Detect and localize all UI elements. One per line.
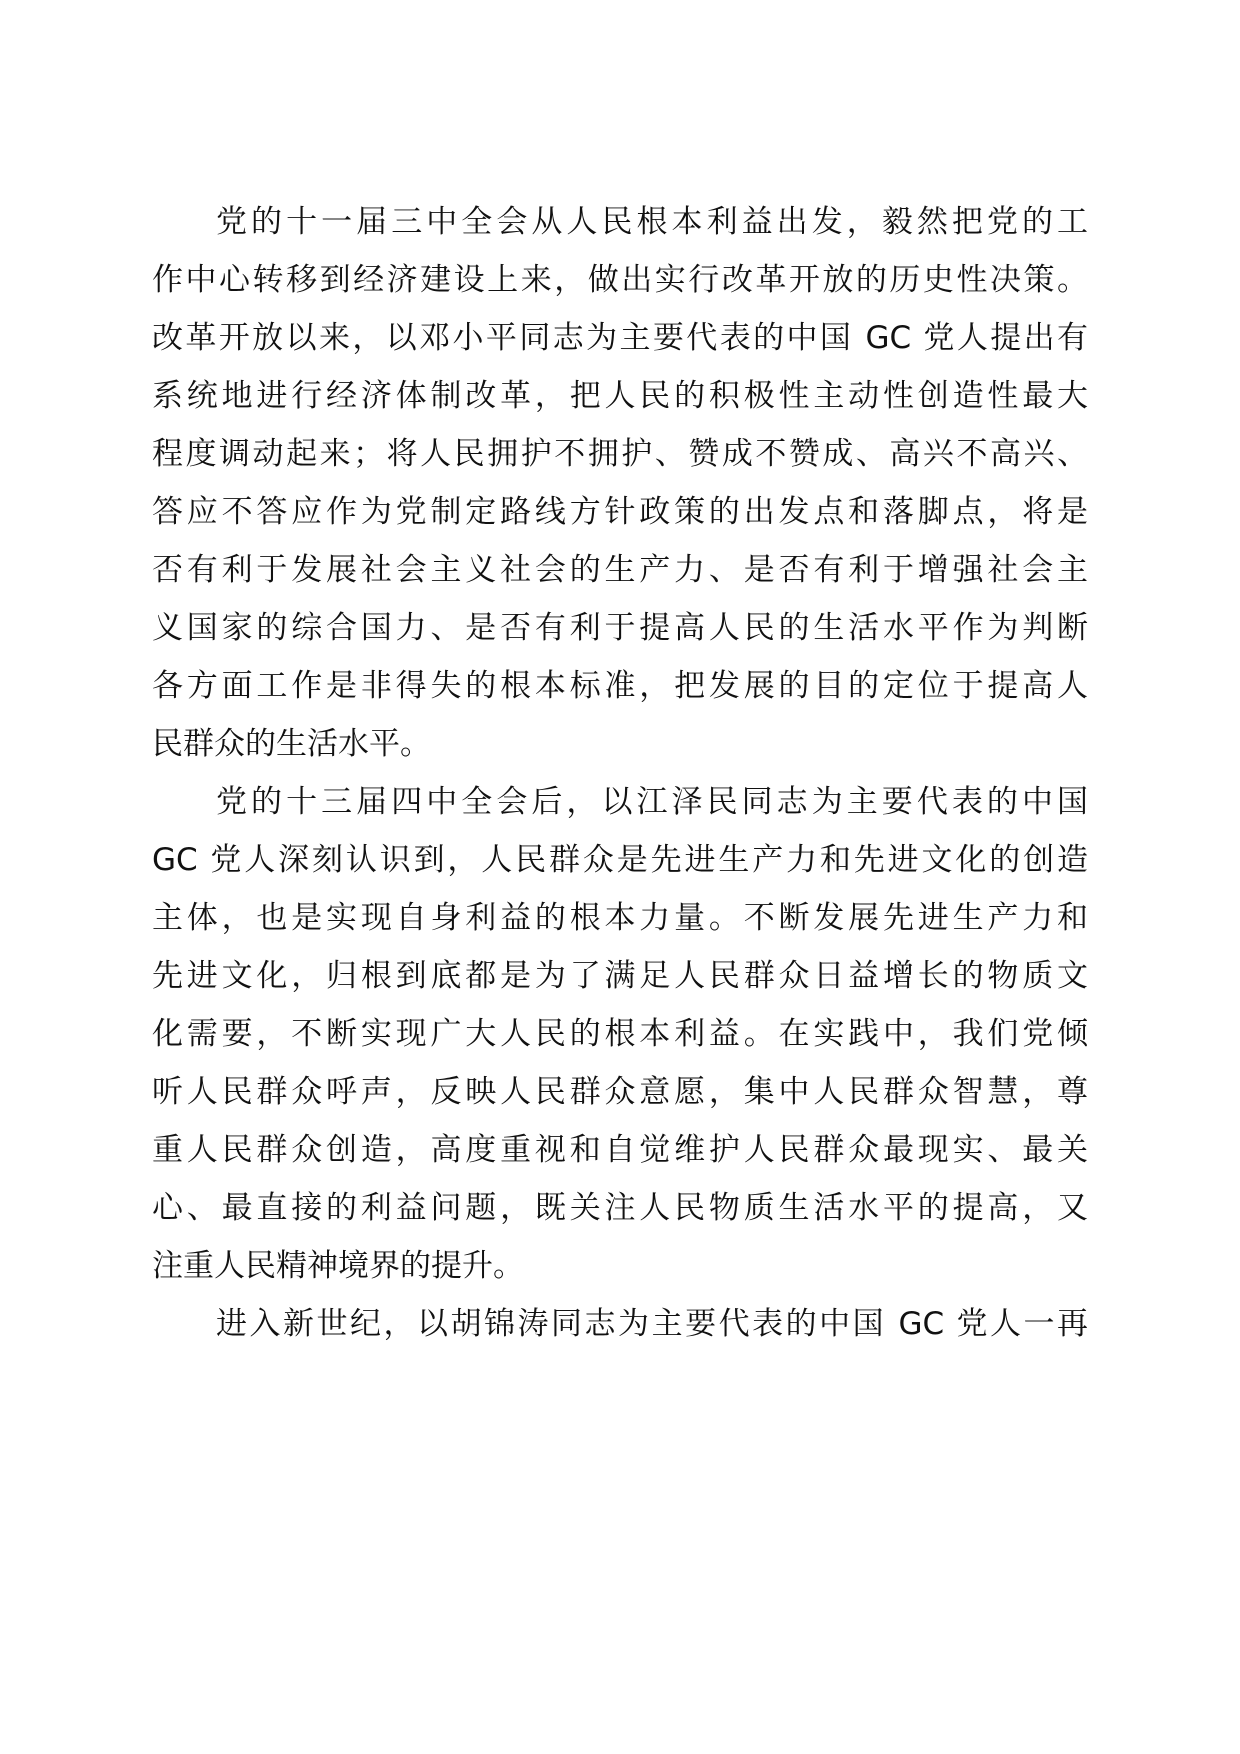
paragraph-2-line-9: 注重人民精神境界的提升。 xyxy=(152,1248,524,1284)
paragraph-1-line-8: 义国家的综合国力、是否有利于提高人民的生活水平作为判断 xyxy=(152,610,1088,646)
paragraph-1-line-1: 党的十一届三中全会从人民根本利益出发，毅然把党的工 xyxy=(216,204,1088,240)
paragraph-2-line-1: 党的十三届四中全会后，以江泽民同志为主要代表的中国 xyxy=(216,784,1088,820)
paragraph-1-line-4: 系统地进行经济体制改革，把人民的积极性主动性创造性最大 xyxy=(152,378,1088,414)
document-page xyxy=(152,0,1088,1754)
paragraph-1-line-2: 作中心转移到经济建设上来，做出实行改革开放的历史性决策。 xyxy=(152,262,1088,298)
paragraph-2-line-3: 主体，也是实现自身利益的根本力量。不断发展先进生产力和 xyxy=(152,900,1088,936)
paragraph-1-line-7: 否有利于发展社会主义社会的生产力、是否有利于增强社会主 xyxy=(152,552,1088,588)
paragraph-2-line-7: 重人民群众创造，高度重视和自觉维护人民群众最现实、最关 xyxy=(152,1132,1088,1168)
paragraph-2-line-8: 心、最直接的利益问题，既关注人民物质生活水平的提高，又 xyxy=(152,1190,1088,1226)
paragraph-1-line-9: 各方面工作是非得失的根本标准，把发展的目的定位于提高人 xyxy=(152,668,1088,704)
paragraph-1-line-10: 民群众的生活水平。 xyxy=(152,726,431,762)
paragraph-1-line-5: 程度调动起来；将人民拥护不拥护、赞成不赞成、高兴不高兴、 xyxy=(152,436,1088,472)
paragraph-2-line-6: 听人民群众呼声，反映人民群众意愿，集中人民群众智慧，尊 xyxy=(152,1074,1088,1110)
paragraph-2-line-2: GC 党人深刻认识到，人民群众是先进生产力和先进文化的创造 xyxy=(152,842,1088,878)
paragraph-2-line-5: 化需要，不断实现广大人民的根本利益。在实践中，我们党倾 xyxy=(152,1016,1088,1052)
paragraph-1-line-3: 改革开放以来，以邓小平同志为主要代表的中国 GC 党人提出有 xyxy=(152,320,1088,356)
paragraph-3-line-1: 进入新世纪，以胡锦涛同志为主要代表的中国 GC 党人一再 xyxy=(216,1306,1088,1342)
paragraph-2-line-4: 先进文化，归根到底都是为了满足人民群众日益增长的物质文 xyxy=(152,958,1088,994)
paragraph-1-line-6: 答应不答应作为党制定路线方针政策的出发点和落脚点，将是 xyxy=(152,494,1088,530)
